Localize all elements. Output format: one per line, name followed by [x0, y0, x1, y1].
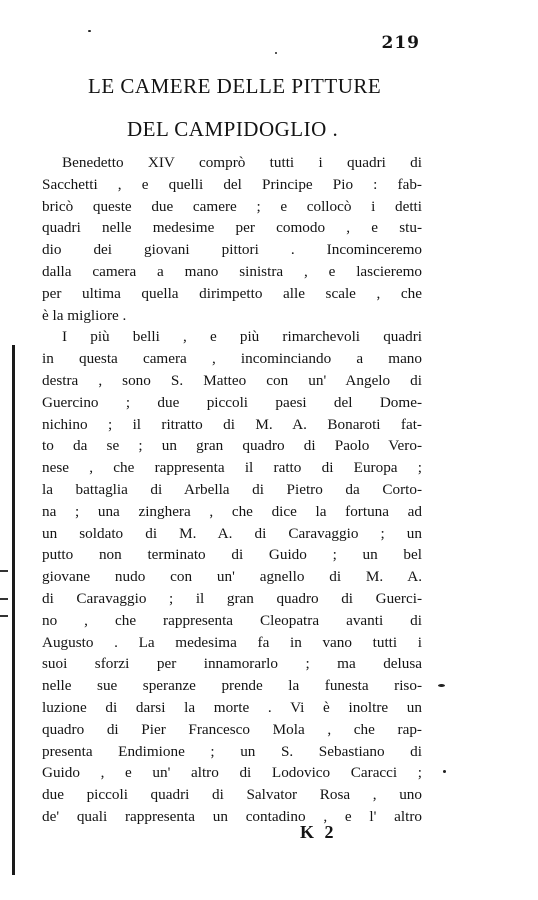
text-line: per ultima quella dirimpetto alle scale , che	[42, 284, 422, 302]
ink-speck	[88, 30, 91, 32]
text-line: de' quali rappresenta un contadino , e l' altro	[42, 807, 422, 825]
text-line: Guido , e un' altro di Lodovico Caracci ;	[42, 764, 422, 782]
body-text	[42, 152, 422, 828]
text-line: Augusto . La medesima fa in vano tutti i	[42, 633, 422, 651]
text-line: no , che rappresenta Cleopatra avanti di	[42, 611, 422, 629]
text-line: Sacchetti , e quelli del Principe Pio : fab-	[42, 175, 422, 193]
text-line: quadri nelle medesime per comodo , e stu-	[42, 219, 422, 237]
text-line: la battaglia di Arbella di Pietro da Corto-	[42, 480, 422, 498]
text-line: è la migliore .	[42, 306, 127, 324]
page-number: 219	[381, 33, 420, 53]
gutter-mark	[0, 570, 8, 572]
binding-gutter-line	[12, 345, 15, 875]
ink-speck	[438, 684, 445, 687]
text-line: nese , che rappresenta il ratto di Europa ;	[42, 459, 422, 477]
text-line: un soldato di M. A. di Caravaggio ; un	[42, 524, 422, 542]
text-line: dio dei giovani pittori . Incominceremo	[42, 241, 422, 259]
text-line: Benedetto XIV comprò tutti i quadri di	[62, 154, 422, 171]
text-line: to da se ; un gran quadro di Paolo Vero-	[42, 437, 422, 455]
text-line: due piccoli quadri di Salvator Rosa , uno	[42, 786, 422, 804]
text-line: putto non terminato di Guido ; un bel	[42, 546, 422, 564]
gutter-mark	[0, 615, 8, 617]
text-line: bricò queste due camere ; e collocò i detti	[42, 197, 422, 215]
text-line: nichino ; il ritratto di M. A. Bonaroti fat-	[42, 415, 422, 433]
text-line: I più belli , e più rimarchevoli quadri	[62, 328, 422, 346]
text-line: nelle sue speranze prende la funesta riso-	[42, 677, 422, 695]
text-line: giovane nudo con un' agnello di M. A.	[42, 568, 422, 586]
text-line: dalla camera a mano sinistra , e lascieremo	[42, 262, 422, 280]
text-line: quadro di Pier Francesco Mola , che rap-	[42, 720, 422, 738]
text-line: Guercino ; due piccoli paesi del Dome-	[42, 393, 422, 411]
text-line: na ; una zinghera , che dice la fortuna ad	[42, 502, 422, 520]
text-line: suoi sforzi per innamorarlo ; ma delusa	[42, 655, 422, 673]
chapter-title-line-2: DEL CAMPIDOGLIO .	[127, 117, 339, 141]
signature-mark: K 2	[300, 822, 337, 842]
chapter-title-line-1: LE CAMERE DELLE PITTURE	[88, 74, 382, 98]
ink-speck	[275, 52, 277, 54]
text-line: luzione di darsi la morte . Vi è inoltre un	[42, 698, 422, 716]
gutter-mark	[0, 598, 8, 600]
text-line: di Caravaggio ; il gran quadro di Guerci-	[42, 589, 422, 607]
text-line: presenta Endimione ; un S. Sebastiano di	[42, 742, 422, 760]
text-line: destra , sono S. Matteo con un' Angelo di	[42, 371, 422, 389]
text-line: in questa camera , incominciando a mano	[42, 350, 422, 368]
ink-speck	[443, 770, 446, 773]
